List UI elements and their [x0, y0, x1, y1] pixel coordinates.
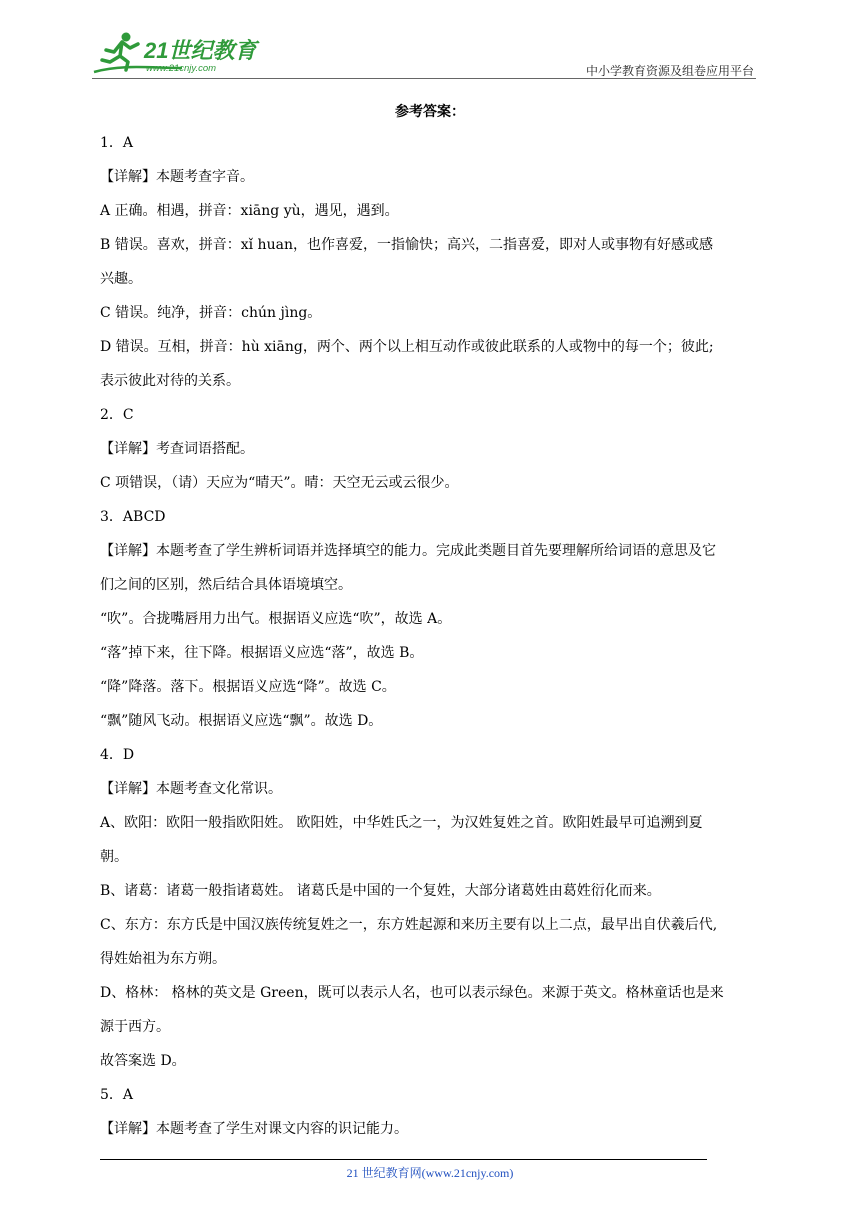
- text-line: 故答案选 D。: [100, 1053, 186, 1069]
- text-line: “降”降落。落下。根据语义应选“降”。故选 C。: [100, 679, 396, 695]
- text-line: 得姓始祖为东方朔。: [100, 951, 226, 967]
- footer-divider: [100, 1159, 707, 1160]
- text-line: B、诸葛：诸葛一般指诸葛姓。 诸葛氏是中国的一个复姓，大部分诸葛姓由葛姓衍化而来。: [100, 883, 661, 899]
- text-line: 们之间的区别，然后结合具体语境填空。: [100, 577, 352, 593]
- header-platform-text: 中小学教育资源及组卷应用平台: [585, 64, 754, 78]
- text-line: 【详解】考查词语搭配。: [100, 441, 254, 457]
- logo-url: www.21cnjy.com: [146, 63, 217, 74]
- text-line: A 正确。相遇，拼音：xiāng yù，遇见，遇到。: [100, 203, 399, 219]
- text-line: A、欧阳：欧阳一般指欧阳姓。 欧阳姓，中华姓氏之一，为汉姓复姓之首。欧阳姓最早可追溯到夏: [100, 815, 703, 831]
- text-line: 4．D: [100, 747, 135, 763]
- text-line: 朝。: [100, 849, 128, 865]
- text-line: 5．A: [100, 1087, 134, 1103]
- text-line: 【详解】本题考查了学生对课文内容的识记能力。: [100, 1121, 408, 1137]
- text-line: 3．ABCD: [100, 509, 166, 525]
- header-divider: [92, 78, 756, 79]
- site-logo: [92, 28, 262, 78]
- text-line: “吹”。合拢嘴唇用力出气。根据语义应选“吹”，故选 A。: [100, 611, 452, 627]
- text-line: 【详解】本题考查文化常识。: [100, 781, 282, 797]
- text-line: 表示彼此对待的关系。: [100, 373, 240, 389]
- page-title: 参考答案：: [395, 104, 465, 120]
- text-line: 源于西方。: [100, 1019, 170, 1035]
- text-line: B 错误。喜欢，拼音：xǐ huan，也作喜爱，一指愉快；高兴，二指喜爱，即对人或事物有好感或感: [100, 237, 713, 253]
- text-line: C 错误。纯净，拼音：chún jìng。: [100, 305, 322, 321]
- logo-text: 21世纪教育: [144, 38, 257, 63]
- text-line: 【详解】本题考查了学生辨析词语并选择填空的能力。完成此类题目首先要理解所给词语的意思及它: [100, 543, 716, 559]
- text-line: 兴趣。: [100, 271, 142, 287]
- text-line: 【详解】本题考查字音。: [100, 169, 254, 185]
- answer-content: [100, 126, 765, 1146]
- text-line: “落”掉下来，往下降。根据语义应选“落”，故选 B。: [100, 645, 424, 661]
- footer-link[interactable]: 21 世纪教育网(www.21cnjy.com): [346, 1166, 514, 1180]
- page-header: [92, 28, 756, 78]
- text-line: “飘”随风飞动。根据语义应选“飘”。故选 D。: [100, 713, 383, 729]
- text-line: C、东方：东方氏是中国汉族传统复姓之一，东方姓起源和来历主要有以上二点，最早出自伏羲后代,: [100, 917, 718, 933]
- text-line: 1．A: [100, 135, 134, 151]
- text-line: 2．C: [100, 407, 134, 423]
- text-line: D、格林： 格林的英文是 Green，既可以表示人名，也可以表示绿色。来源于英文。格林童话也是来: [100, 985, 724, 1001]
- text-line: D 错误。互相，拼音：hù xiāng，两个、两个以上相互动作或彼此联系的人或物中的每一个；彼此;: [100, 339, 714, 355]
- text-line: C 项错误，（请）天应为“晴天”。晴：天空无云或云很少。: [100, 475, 459, 491]
